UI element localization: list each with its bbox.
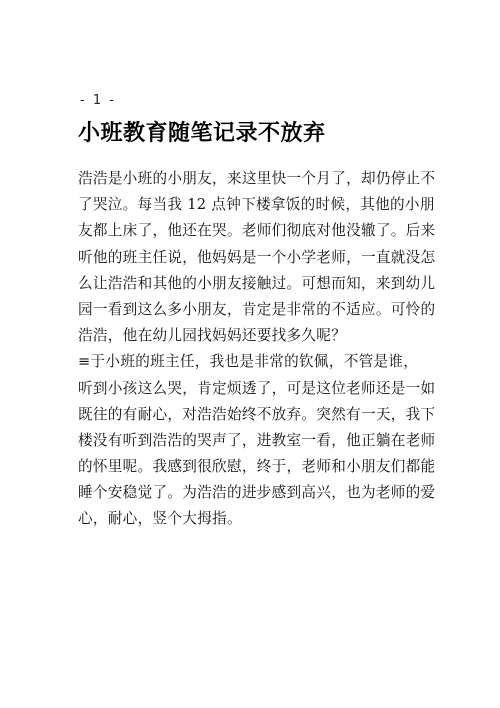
text-line: 友都上床了，他还在哭。老师们彻底对他没辙了。后来 [78,222,436,240]
text-line: 浩浩，他在幼儿园找妈妈还要找多久呢？ [78,327,347,345]
text-line: 园一看到这么多小朋友，肯定是非常的不适应。可怜的 [78,300,436,318]
page-number: - 1 - [80,93,116,108]
text-line: 既往的有耐心，对浩浩始终不放弃。突然有一天，我下 [78,405,436,423]
text-line: 听他的班主任说，他妈妈是一个小学老师，一直就没怎 [78,248,436,266]
text-line: 么让浩浩和其他的小朋友接触过。可想而知，来到幼儿 [78,274,436,292]
document-title: 小班教育随笔记录不放弃 [78,121,326,146]
text-line: ≡于小班的班主任，我也是非常的钦佩，不管是谁， [78,353,419,371]
text-line: 听到小孩这么哭，肯定烦透了，可是这位老师还是一如 [78,379,436,397]
text-line: 的怀里呢。我感到很欣慰，终于，老师和小朋友们都能 [78,458,436,476]
text-line: 楼没有听到浩浩的哭声了，进教室一看，他正躺在老师 [78,431,436,449]
body-text [78,166,436,533]
text-line: 了哭泣。每当我 12 点钟下楼拿饭的时候，其他的小朋 [78,196,435,214]
text-line: 浩浩是小班的小朋友，来这里快一个月了，却仍停止不 [78,170,436,187]
text-line: 睡个安稳觉了。为浩浩的进步感到高兴，也为老师的爱 [78,484,436,502]
text-line: 心，耐心，竖个大拇指。 [78,510,242,528]
